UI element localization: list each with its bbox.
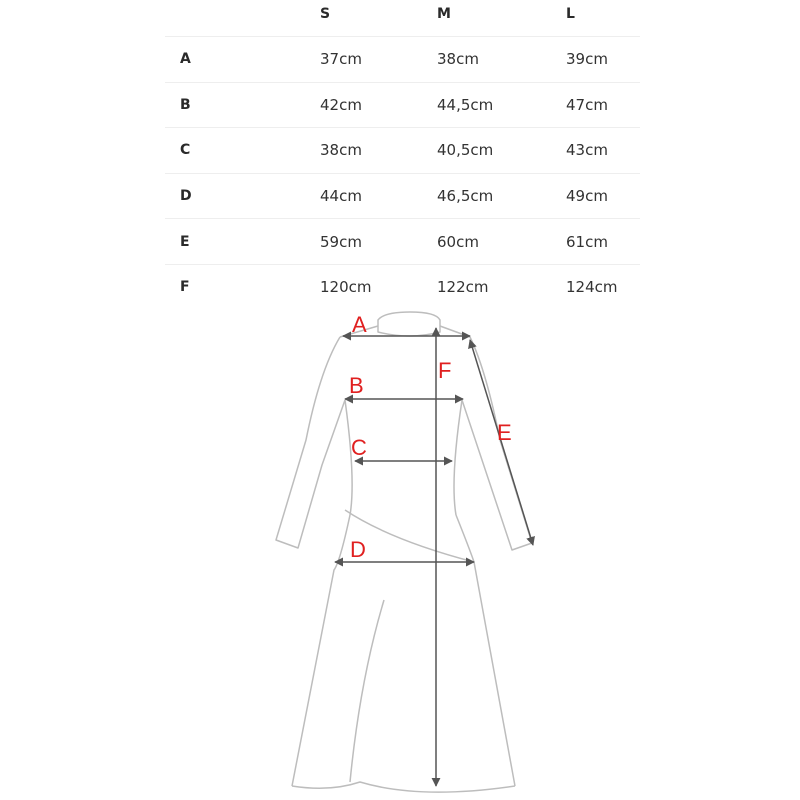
table-cell: 44,5cm [437, 95, 494, 114]
table-cell: 49cm [566, 187, 608, 206]
table-cell: 38cm [437, 50, 479, 69]
skirt-left-outline [292, 515, 350, 786]
table-cell: 44cm [320, 187, 362, 206]
measure-label-d: D [350, 537, 366, 562]
row-label: B [180, 96, 191, 113]
left-sleeve-outline [276, 337, 345, 548]
table-cell: 40,5cm [437, 141, 494, 160]
table-cell: 122cm [437, 278, 489, 297]
measure-label-c: C [351, 435, 367, 460]
header-cell-m: M [437, 6, 451, 22]
wrap-drape-line [350, 600, 384, 782]
table-row [165, 128, 640, 174]
table-cell: 37cm [320, 50, 362, 69]
collar-outline [378, 312, 440, 336]
table-cell: 124cm [566, 278, 618, 297]
measure-label-b: B [349, 373, 364, 398]
table-cell: 42cm [320, 95, 362, 114]
row-label: C [180, 142, 191, 159]
table-row [165, 83, 640, 129]
header-cell-s: S [320, 6, 331, 22]
table-cell: 61cm [566, 232, 608, 251]
measure-label-f: F [438, 358, 452, 383]
table-cell: 39cm [566, 50, 608, 69]
table-row [165, 219, 640, 265]
table-cell: 59cm [320, 232, 362, 251]
table-cell: 60cm [437, 232, 479, 251]
header-cell-l: L [566, 6, 575, 22]
table-cell: 43cm [566, 141, 608, 160]
bodice-right-outline [454, 400, 462, 515]
table-header-row [165, 0, 640, 37]
row-label: D [180, 188, 192, 205]
table-cell: 38cm [320, 141, 362, 160]
table-row [165, 174, 640, 220]
skirt-right-outline [456, 515, 515, 786]
row-label: E [180, 233, 190, 250]
dress-outline [276, 312, 532, 792]
table-row [165, 37, 640, 83]
measure-label-a: A [352, 312, 367, 337]
size-table [165, 0, 640, 310]
table-cell: 46,5cm [437, 187, 494, 206]
skirt-hem [292, 782, 515, 792]
measure-label-e: E [497, 420, 512, 445]
row-label: A [180, 51, 191, 68]
row-label: F [180, 279, 190, 296]
table-cell: 47cm [566, 95, 608, 114]
table-cell: 120cm [320, 278, 372, 297]
dress-measurement-diagram [0, 300, 800, 800]
